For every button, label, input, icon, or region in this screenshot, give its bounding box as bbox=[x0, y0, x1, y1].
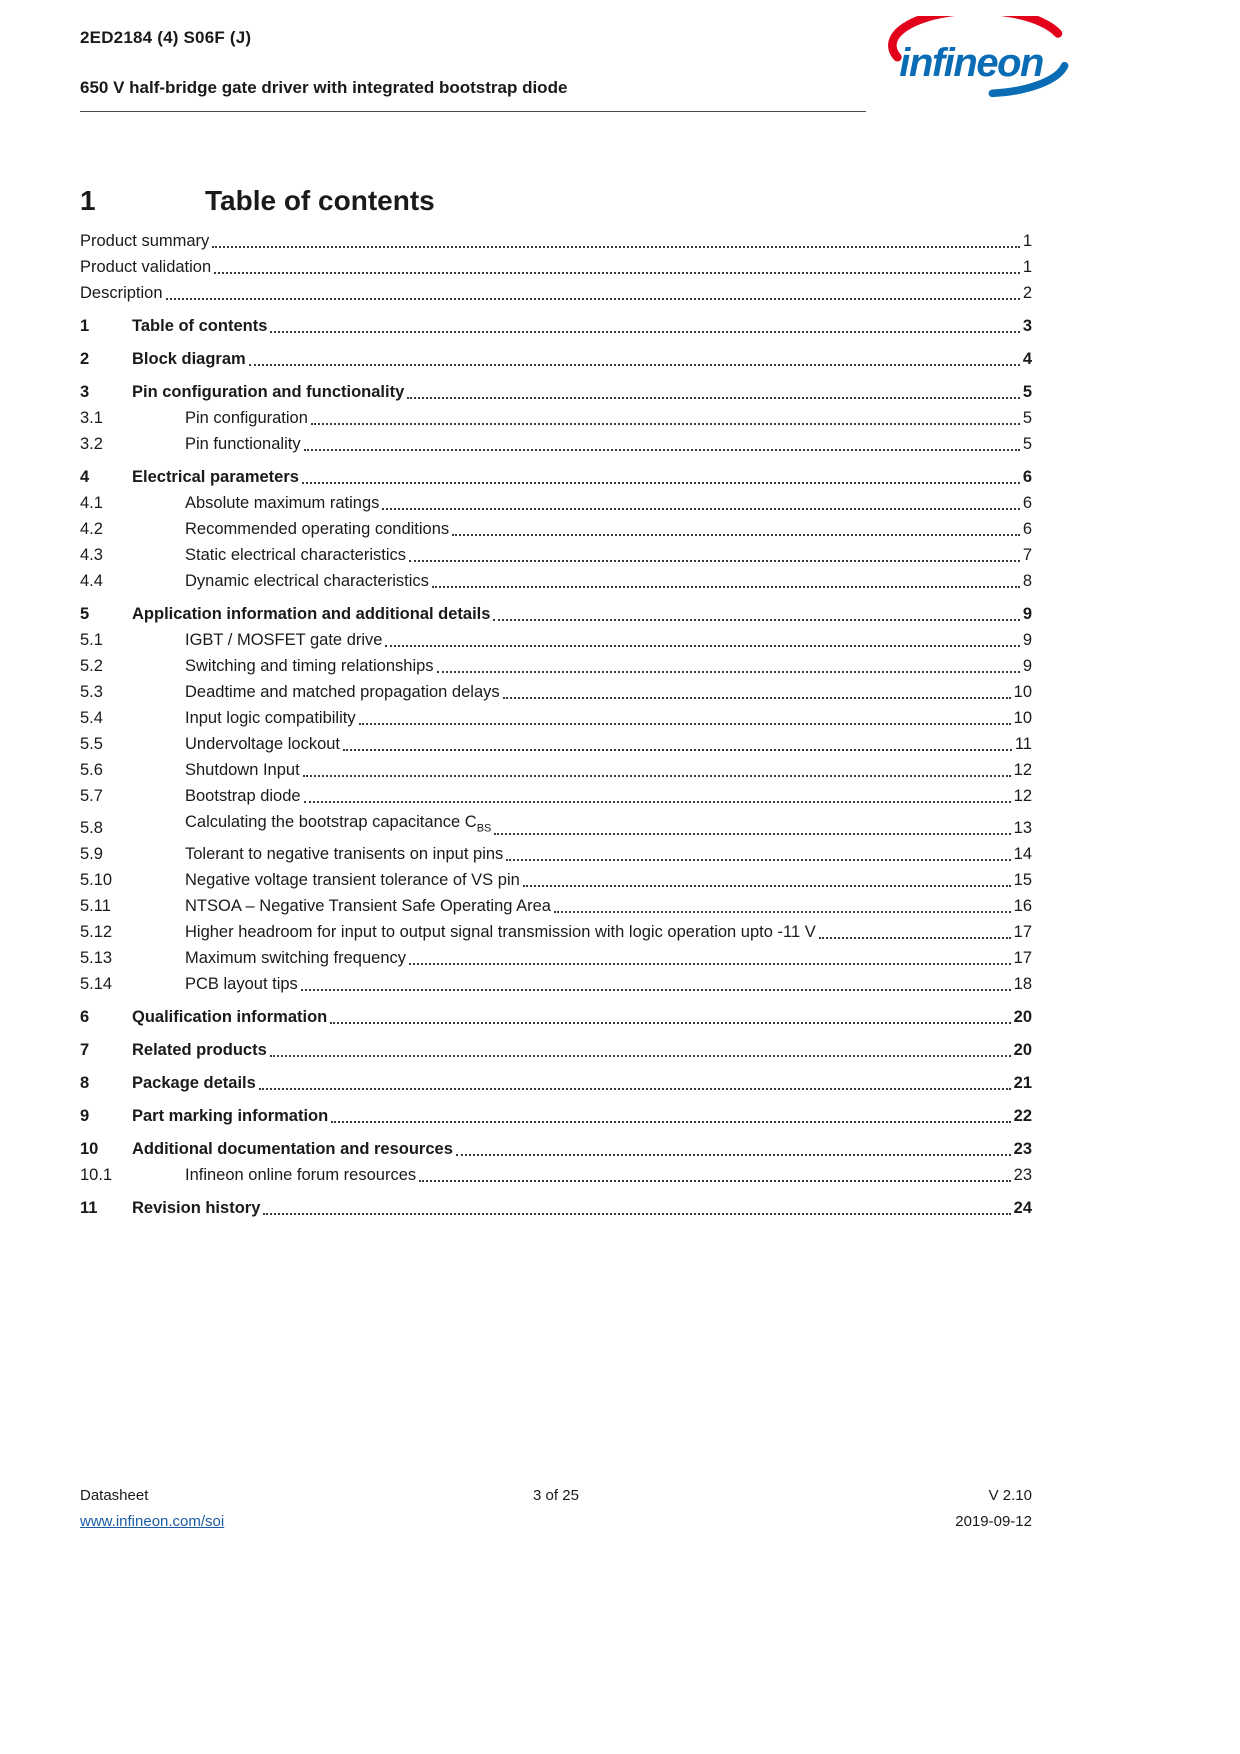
toc-entry-page: 24 bbox=[1013, 1199, 1032, 1218]
toc-entry[interactable] bbox=[80, 568, 1032, 594]
toc-entry-number: 3 bbox=[80, 383, 90, 401]
toc-entry-page: 6 bbox=[1022, 494, 1032, 512]
toc-entry-title: Infineon online forum resources bbox=[185, 1166, 417, 1185]
toc-dot-leader bbox=[166, 298, 1020, 300]
toc-entry-number: 8 bbox=[80, 1074, 90, 1093]
toc-entry[interactable] bbox=[80, 346, 1032, 372]
toc-entry-title: Static electrical characteristics bbox=[185, 546, 406, 564]
toc-entry-title: Qualification information bbox=[132, 1008, 328, 1027]
toc-entry-number: 5.2 bbox=[80, 657, 103, 675]
toc-entry-title: Deadtime and matched propagation delays bbox=[185, 683, 500, 701]
toc-entry-title: Bootstrap diode bbox=[185, 787, 301, 805]
toc-entry[interactable] bbox=[80, 254, 1032, 280]
toc-entry-number: 4 bbox=[80, 468, 90, 486]
toc-entry-number: 1 bbox=[80, 317, 90, 335]
logo-wordmark: infineon bbox=[899, 41, 1043, 86]
toc-entry-number: 5 bbox=[80, 605, 90, 623]
toc-entry-number: 3.2 bbox=[80, 435, 103, 453]
section-number: 1 bbox=[80, 185, 96, 216]
toc-entry-title: Calculating the bootstrap capacitance $C_{BS}$ bbox=[185, 813, 492, 835]
toc-entry-title: Absolute maximum ratings bbox=[185, 494, 380, 512]
toc-entry-number: 5.14 bbox=[80, 975, 113, 994]
toc-entry-page: 23 bbox=[1013, 1166, 1032, 1185]
toc-entry-page: 20 bbox=[1013, 1008, 1032, 1027]
toc-entry-title: Part marking information bbox=[132, 1107, 329, 1126]
toc-entry[interactable] bbox=[80, 919, 1032, 945]
toc-dot-leader bbox=[385, 645, 1019, 647]
document-title: 650 V half-bridge gate driver with integrated bootstrap diode bbox=[80, 78, 568, 97]
toc-entry-page: 16 bbox=[1013, 897, 1032, 916]
toc-entry-page: 8 bbox=[1022, 572, 1032, 590]
toc-dot-leader bbox=[409, 963, 1011, 965]
toc-dot-leader bbox=[407, 397, 1020, 399]
toc-entry[interactable] bbox=[80, 228, 1032, 254]
toc-dot-leader bbox=[437, 671, 1020, 673]
toc-entry[interactable] bbox=[80, 379, 1032, 405]
toc-entry-page: 5 bbox=[1022, 383, 1032, 401]
footer-version: V 2.10 bbox=[988, 1487, 1032, 1504]
toc-entry-page: 6 bbox=[1022, 520, 1032, 538]
toc-dot-leader bbox=[523, 885, 1011, 887]
toc-entry[interactable] bbox=[80, 809, 1032, 841]
toc-entry-number: 5.9 bbox=[80, 845, 103, 864]
toc-dot-leader bbox=[493, 619, 1019, 621]
toc-entry-title: Description bbox=[80, 284, 163, 302]
toc-entry-page: 12 bbox=[1013, 787, 1032, 805]
toc-dot-leader bbox=[270, 331, 1019, 333]
toc-entry-title: Electrical parameters bbox=[132, 468, 299, 486]
toc-entry-title: Maximum switching frequency bbox=[185, 949, 406, 968]
toc-entry-title: Package details bbox=[132, 1074, 256, 1093]
toc-dot-leader bbox=[304, 801, 1011, 803]
toc-dot-leader bbox=[259, 1088, 1011, 1090]
toc-entry-page: 20 bbox=[1013, 1041, 1032, 1060]
toc-entry-number: 5.4 bbox=[80, 709, 103, 727]
page-footer bbox=[80, 1483, 1032, 1535]
toc-entry-title: Negative voltage transient tolerance of VS pin bbox=[185, 871, 520, 890]
toc-entry[interactable] bbox=[80, 1136, 1032, 1162]
toc-entry-number: 5.8 bbox=[80, 819, 103, 838]
toc-entry-page: 10 bbox=[1013, 683, 1032, 701]
toc-dot-leader bbox=[311, 423, 1020, 425]
toc-dot-leader bbox=[303, 775, 1011, 777]
toc-entry-title: Application information and additional details bbox=[132, 605, 491, 623]
toc-entry[interactable] bbox=[80, 867, 1032, 893]
toc-entry-page: 5 bbox=[1022, 409, 1032, 427]
toc-entry-page: 6 bbox=[1022, 468, 1032, 486]
toc-entry-page: 9 bbox=[1022, 631, 1032, 649]
section-title: Table of contents bbox=[205, 185, 435, 216]
toc-entry-title: Block diagram bbox=[132, 350, 246, 368]
toc-entry-title: NTSOA – Negative Transient Safe Operating Area bbox=[185, 897, 551, 916]
toc-dot-leader bbox=[419, 1180, 1011, 1182]
toc-entry-number: 7 bbox=[80, 1041, 90, 1060]
toc-entry-title: Table of contents bbox=[132, 317, 268, 335]
toc-entry[interactable] bbox=[80, 893, 1032, 919]
toc-entry-title: Undervoltage lockout bbox=[185, 735, 341, 753]
toc-dot-leader bbox=[212, 246, 1020, 248]
toc-entry-number: 3.1 bbox=[80, 409, 103, 427]
toc-entry-title: Pin configuration and functionality bbox=[132, 383, 405, 401]
toc-entry[interactable] bbox=[80, 679, 1032, 705]
toc-entry-title: Tolerant to negative tranisents on input pins bbox=[185, 845, 504, 864]
toc-entry-title: PCB layout tips bbox=[185, 975, 298, 994]
toc-entry[interactable] bbox=[80, 280, 1032, 306]
toc-entry-page: 15 bbox=[1013, 871, 1032, 890]
toc-entry[interactable] bbox=[80, 1195, 1032, 1221]
toc-entry-page: 18 bbox=[1013, 975, 1032, 994]
toc-entry-page: 1 bbox=[1022, 232, 1032, 250]
toc-entry-title: IGBT / MOSFET gate drive bbox=[185, 631, 383, 649]
footer-date: 2019-09-12 bbox=[955, 1513, 1032, 1530]
toc-entry[interactable] bbox=[80, 542, 1032, 568]
toc-entry-title: Recommended operating conditions bbox=[185, 520, 450, 538]
table-of-contents bbox=[80, 228, 1032, 1221]
toc-entry-number: 10 bbox=[80, 1140, 99, 1159]
toc-entry-title: Input logic compatibility bbox=[185, 709, 356, 727]
part-number: 2ED2184 (4) S06F (J) bbox=[80, 28, 252, 47]
toc-entry[interactable] bbox=[80, 601, 1032, 627]
toc-dot-leader bbox=[554, 911, 1011, 913]
toc-entry[interactable] bbox=[80, 313, 1032, 339]
toc-dot-leader bbox=[432, 586, 1020, 588]
toc-dot-leader bbox=[270, 1055, 1011, 1057]
footer-website-link[interactable]: www.infineon.com/soi bbox=[80, 1513, 225, 1530]
toc-entry-number: 4.2 bbox=[80, 520, 103, 538]
toc-entry-page: 5 bbox=[1022, 435, 1032, 453]
toc-dot-leader bbox=[301, 989, 1011, 991]
header-rule bbox=[80, 111, 866, 112]
toc-dot-leader bbox=[330, 1022, 1010, 1024]
toc-entry-title: Additional documentation and resources bbox=[132, 1140, 453, 1159]
toc-dot-leader bbox=[506, 859, 1010, 861]
toc-entry-title: Dynamic electrical characteristics bbox=[185, 572, 429, 590]
toc-entry-page: 13 bbox=[1013, 819, 1032, 838]
toc-entry[interactable] bbox=[80, 783, 1032, 809]
toc-dot-leader bbox=[382, 508, 1019, 510]
toc-entry-title: Switching and timing relationships bbox=[185, 657, 434, 675]
toc-entry-page: 22 bbox=[1013, 1107, 1032, 1126]
toc-entry-page: 14 bbox=[1013, 845, 1032, 864]
toc-entry[interactable] bbox=[80, 405, 1032, 431]
toc-entry-page: 11 bbox=[1014, 735, 1032, 753]
toc-entry-number: 10.1 bbox=[80, 1166, 113, 1185]
toc-entry-title: Product summary bbox=[80, 232, 210, 250]
toc-entry-number: 5.5 bbox=[80, 735, 103, 753]
toc-entry-page: 1 bbox=[1022, 258, 1032, 276]
toc-entry[interactable] bbox=[80, 757, 1032, 783]
footer-page-indicator: 3 of 25 bbox=[533, 1487, 579, 1504]
toc-entry[interactable] bbox=[80, 1162, 1032, 1188]
toc-entry-page: 21 bbox=[1013, 1074, 1032, 1093]
toc-entry-number: 5.7 bbox=[80, 787, 103, 805]
toc-entry-page: 3 bbox=[1022, 317, 1032, 335]
toc-entry[interactable] bbox=[80, 490, 1032, 516]
toc-entry-page: 12 bbox=[1013, 761, 1032, 779]
toc-entry-number: 5.10 bbox=[80, 871, 113, 890]
toc-entry-title: Higher headroom for input to output signal transmission with logic operation upto -11 V bbox=[185, 923, 816, 942]
section-heading bbox=[80, 182, 1032, 220]
toc-entry-number: 5.3 bbox=[80, 683, 103, 701]
toc-entry[interactable] bbox=[80, 627, 1032, 653]
footer-doc-type: Datasheet bbox=[80, 1487, 149, 1504]
toc-entry-page: 9 bbox=[1022, 605, 1032, 623]
toc-entry-number: 5.13 bbox=[80, 949, 113, 968]
toc-dot-leader bbox=[819, 937, 1011, 939]
toc-entry-number: 2 bbox=[80, 350, 90, 368]
toc-entry-number: 6 bbox=[80, 1008, 90, 1027]
toc-dot-leader bbox=[249, 364, 1020, 366]
toc-entry-number: 5.6 bbox=[80, 761, 103, 779]
toc-entry-number: 5.12 bbox=[80, 923, 113, 942]
toc-entry[interactable] bbox=[80, 841, 1032, 867]
toc-dot-leader bbox=[503, 697, 1011, 699]
toc-entry-page: 17 bbox=[1013, 949, 1032, 968]
toc-entry-title: Related products bbox=[132, 1041, 267, 1060]
toc-entry-title: Shutdown Input bbox=[185, 761, 300, 779]
toc-entry-number: 5.11 bbox=[80, 897, 111, 916]
toc-entry[interactable] bbox=[80, 464, 1032, 490]
toc-dot-leader bbox=[456, 1154, 1011, 1156]
toc-entry[interactable] bbox=[80, 431, 1032, 457]
toc-entry-page: 7 bbox=[1022, 546, 1032, 564]
toc-entry-page: 17 bbox=[1013, 923, 1032, 942]
toc-entry[interactable] bbox=[80, 705, 1032, 731]
toc-dot-leader bbox=[494, 833, 1010, 835]
toc-entry[interactable] bbox=[80, 516, 1032, 542]
toc-entry-title: Revision history bbox=[132, 1199, 261, 1218]
toc-entry-number: 11 bbox=[80, 1199, 98, 1218]
toc-entry[interactable] bbox=[80, 971, 1032, 997]
toc-entry-number: 4.3 bbox=[80, 546, 103, 564]
toc-dot-leader bbox=[302, 482, 1020, 484]
toc-entry-number: 4.4 bbox=[80, 572, 103, 590]
toc-dot-leader bbox=[343, 749, 1012, 751]
toc-entry[interactable] bbox=[80, 1004, 1032, 1030]
toc-entry-page: 2 bbox=[1022, 284, 1032, 302]
toc-entry-title: Pin configuration bbox=[185, 409, 308, 427]
toc-entry[interactable] bbox=[80, 653, 1032, 679]
toc-entry-page: 10 bbox=[1013, 709, 1032, 727]
toc-entry-title: Pin functionality bbox=[185, 435, 301, 453]
toc-entry-number: 9 bbox=[80, 1107, 90, 1126]
toc-entry[interactable] bbox=[80, 731, 1032, 757]
toc-dot-leader bbox=[359, 723, 1011, 725]
toc-entry-page: 4 bbox=[1022, 350, 1032, 368]
toc-entry[interactable] bbox=[80, 945, 1032, 971]
toc-dot-leader bbox=[304, 449, 1020, 451]
toc-dot-leader bbox=[452, 534, 1020, 536]
toc-entry[interactable] bbox=[80, 1103, 1032, 1129]
toc-entry[interactable] bbox=[80, 1070, 1032, 1096]
infineon-logo-graphic bbox=[886, 16, 1076, 106]
toc-entry-title: Product validation bbox=[80, 258, 212, 276]
toc-entry-number: 4.1 bbox=[80, 494, 103, 512]
toc-dot-leader bbox=[214, 272, 1020, 274]
toc-entry-number: 5.1 bbox=[80, 631, 103, 649]
toc-dot-leader bbox=[409, 560, 1020, 562]
toc-entry[interactable] bbox=[80, 1037, 1032, 1063]
toc-dot-leader bbox=[263, 1213, 1010, 1215]
infineon-logo bbox=[886, 16, 1076, 106]
toc-entry-page: 9 bbox=[1022, 657, 1032, 675]
toc-entry-page: 23 bbox=[1013, 1140, 1032, 1159]
toc-dot-leader bbox=[331, 1121, 1010, 1123]
